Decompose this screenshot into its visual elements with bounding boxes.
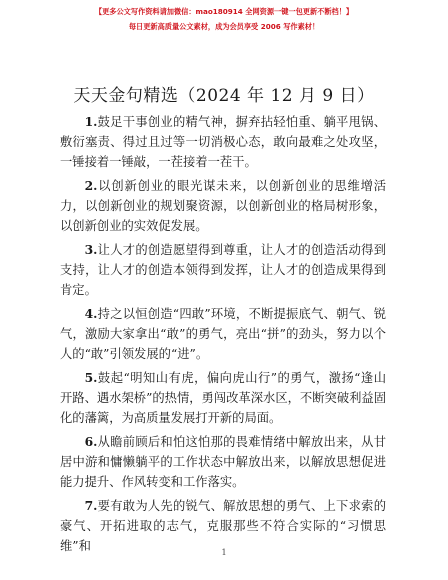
paragraph-text: 让人才的创造愿望得到尊重，让人才的创造活动得到支持，让人才的创造本领得到发挥，让人才的创造成果得到肯定。 — [60, 243, 386, 297]
paragraph-6 — [60, 432, 386, 492]
promo-banner-line-2: 每日更新高质量公文素材，成为会员享受 2006 写作素材！ — [128, 22, 320, 31]
page-title: 天天金句精选（2024 年 12 月 9 日） — [73, 86, 375, 106]
paragraph-text: 从瞻前顾后和怕这怕那的畏难情绪中解放出来，从甘居中游和慵懒躺平的工作状态中解放出来，以解放思想促进能力提升、作风转变和工作落实。 — [60, 435, 386, 489]
paragraph-5 — [60, 368, 386, 428]
paragraph-text: 持之以恒创造“四敢”环境，不断提振底气、朝气、锐气，激励大家拿出“敢”的勇气，亮出“拼”的劲头，努力以个人的“敢”引领发展的“进”。 — [60, 307, 386, 361]
promo-banner — [0, 6, 448, 33]
paragraph-7 — [60, 496, 386, 556]
paragraph-number: 7. — [84, 498, 98, 513]
paragraph-text: 以创新创业的眼光谋未来，以创新创业的思维增活力，以创新创业的规划聚资源，以创新创业的格局树形象，以创新创业的实效促发展。 — [60, 179, 386, 233]
paragraph-4 — [60, 304, 386, 364]
paragraph-text: 要有敢为人先的锐气、解放思想的勇气、上下求索的豪气、开拓进取的志气，克服那些不符合实际的“习惯思维”和 — [60, 499, 386, 553]
promo-banner-line-1: 【更多公文写作资料请加微信：mao180914 全网资源一键一包更新不断档！】 — [94, 7, 354, 16]
paragraph-number: 1. — [84, 114, 98, 129]
paragraph-3 — [60, 240, 386, 300]
document-body — [60, 112, 386, 560]
paragraph-1 — [60, 112, 386, 172]
paragraph-2 — [60, 176, 386, 236]
paragraph-number: 6. — [84, 434, 98, 449]
paragraph-number: 3. — [84, 242, 98, 257]
paragraph-text: 鼓足干事创业的精气神，摒弃拈轻怕重、躺平甩锅、敷衍塞责、得过且过等一切消极心态，敢向最难之处攻坚，一锤接着一锤敲，一茬接着一茬干。 — [60, 115, 386, 169]
paragraph-number: 5. — [84, 370, 98, 385]
page-number: 1 — [221, 548, 227, 557]
paragraph-number: 2. — [84, 178, 98, 193]
paragraph-number: 4. — [84, 306, 98, 321]
paragraph-text: 鼓起“明知山有虎，偏向虎山行”的勇气，激扬“逢山开路、遇水架桥”的热情，勇闯改革深水区，不断突破利益固化的藩篱，为高质量发展打开新的局面。 — [60, 371, 387, 425]
